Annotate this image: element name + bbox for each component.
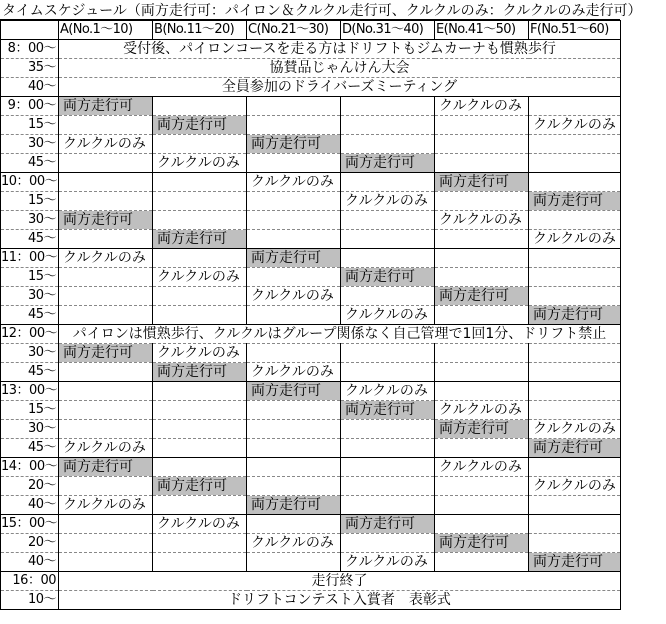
slot-cell-d bbox=[341, 458, 435, 477]
time-cell: 30～ bbox=[1, 211, 59, 230]
slot-cell-e bbox=[435, 230, 529, 249]
event-note-cell: 走行終了 bbox=[59, 572, 621, 591]
time-cell: 15～ bbox=[1, 192, 59, 211]
slot-cell-c bbox=[247, 439, 341, 458]
schedule-row bbox=[1, 230, 621, 249]
slot-cell-b bbox=[153, 534, 247, 553]
slot-cell-b bbox=[153, 496, 247, 515]
slot-cell-c bbox=[247, 458, 341, 477]
slot-cell-b bbox=[153, 192, 247, 211]
schedule-row bbox=[1, 420, 621, 439]
schedule-row bbox=[1, 40, 621, 59]
slot-cell-f: クルクルのみ bbox=[529, 116, 621, 135]
slot-cell-a bbox=[59, 401, 153, 420]
slot-cell-e bbox=[435, 116, 529, 135]
slot-cell-a bbox=[59, 515, 153, 534]
slot-cell-f bbox=[529, 534, 621, 553]
slot-cell-b: クルクルのみ bbox=[153, 515, 247, 534]
slot-cell-e: 両方走行可 bbox=[435, 420, 529, 439]
schedule-row bbox=[1, 477, 621, 496]
time-cell: 30～ bbox=[1, 420, 59, 439]
slot-cell-b: 両方走行可 bbox=[153, 363, 247, 382]
slot-cell-e bbox=[435, 249, 529, 268]
slot-cell-e bbox=[435, 192, 529, 211]
slot-cell-c bbox=[247, 97, 341, 116]
slot-cell-c: 両方走行可 bbox=[247, 135, 341, 154]
slot-cell-f: クルクルのみ bbox=[529, 477, 621, 496]
slot-cell-a bbox=[59, 553, 153, 572]
slot-cell-b bbox=[153, 135, 247, 154]
schedule-row bbox=[1, 325, 621, 344]
slot-cell-d bbox=[341, 116, 435, 135]
header-row bbox=[1, 21, 621, 40]
time-cell: 40～ bbox=[1, 553, 59, 572]
slot-cell-f bbox=[529, 268, 621, 287]
schedule-row bbox=[1, 173, 621, 192]
time-cell: 15～ bbox=[1, 116, 59, 135]
slot-cell-b bbox=[153, 173, 247, 192]
slot-cell-e bbox=[435, 553, 529, 572]
slot-cell-f bbox=[529, 154, 621, 173]
slot-cell-c bbox=[247, 477, 341, 496]
slot-cell-d bbox=[341, 230, 435, 249]
schedule-row bbox=[1, 572, 621, 591]
slot-cell-c bbox=[247, 420, 341, 439]
time-cell: 35～ bbox=[1, 59, 59, 78]
slot-cell-c bbox=[247, 515, 341, 534]
slot-cell-d: 両方走行可 bbox=[341, 515, 435, 534]
time-cell: 13：00～ bbox=[1, 382, 59, 401]
slot-cell-f: 両方走行可 bbox=[529, 439, 621, 458]
time-cell: 30～ bbox=[1, 135, 59, 154]
time-cell: 20～ bbox=[1, 534, 59, 553]
time-cell: 15：00～ bbox=[1, 515, 59, 534]
slot-cell-c bbox=[247, 230, 341, 249]
schedule-row bbox=[1, 249, 621, 268]
slot-cell-d bbox=[341, 97, 435, 116]
time-cell: 20～ bbox=[1, 477, 59, 496]
slot-cell-a bbox=[59, 230, 153, 249]
time-cell: 14：00～ bbox=[1, 458, 59, 477]
slot-cell-f: 両方走行可 bbox=[529, 306, 621, 325]
slot-cell-f bbox=[529, 211, 621, 230]
slot-cell-e bbox=[435, 382, 529, 401]
schedule-row bbox=[1, 135, 621, 154]
slot-cell-f bbox=[529, 97, 621, 116]
event-note-cell: 全員参加のドライバーズミーティング bbox=[59, 78, 621, 97]
time-cell: 45～ bbox=[1, 306, 59, 325]
slot-cell-d bbox=[341, 135, 435, 154]
schedule-row bbox=[1, 382, 621, 401]
slot-cell-b bbox=[153, 439, 247, 458]
slot-cell-e bbox=[435, 135, 529, 154]
time-cell: 15～ bbox=[1, 401, 59, 420]
schedule-row bbox=[1, 306, 621, 325]
slot-cell-f bbox=[529, 363, 621, 382]
slot-cell-e bbox=[435, 496, 529, 515]
header-col-b: B(No.11～20) bbox=[153, 21, 247, 40]
slot-cell-e bbox=[435, 154, 529, 173]
header-col-a: A(No.1～10) bbox=[59, 21, 153, 40]
slot-cell-e bbox=[435, 306, 529, 325]
schedule-row bbox=[1, 287, 621, 306]
slot-cell-c: 両方走行可 bbox=[247, 382, 341, 401]
page-title: タイムスケジュール（両方走行可：パイロン＆クルクル走行可、クルクルのみ：クルクルのみ走行可） bbox=[2, 3, 642, 19]
slot-cell-a bbox=[59, 192, 153, 211]
time-cell: 12：00～ bbox=[1, 325, 59, 344]
slot-cell-a: 両方走行可 bbox=[59, 211, 153, 230]
slot-cell-a: クルクルのみ bbox=[59, 439, 153, 458]
slot-cell-f: クルクルのみ bbox=[529, 230, 621, 249]
slot-cell-f bbox=[529, 249, 621, 268]
schedule-row bbox=[1, 439, 621, 458]
slot-cell-c bbox=[247, 154, 341, 173]
slot-cell-b: クルクルのみ bbox=[153, 344, 247, 363]
slot-cell-d: クルクルのみ bbox=[341, 382, 435, 401]
slot-cell-a bbox=[59, 116, 153, 135]
schedule-row bbox=[1, 116, 621, 135]
slot-cell-b bbox=[153, 211, 247, 230]
slot-cell-c: クルクルのみ bbox=[247, 363, 341, 382]
slot-cell-a bbox=[59, 173, 153, 192]
slot-cell-c bbox=[247, 401, 341, 420]
slot-cell-c bbox=[247, 116, 341, 135]
slot-cell-a bbox=[59, 287, 153, 306]
slot-cell-d: クルクルのみ bbox=[341, 192, 435, 211]
slot-cell-f bbox=[529, 401, 621, 420]
slot-cell-f bbox=[529, 135, 621, 154]
slot-cell-c bbox=[247, 268, 341, 287]
slot-cell-d: 両方走行可 bbox=[341, 154, 435, 173]
event-note-cell: ドリフトコンテスト入賞者 表彰式 bbox=[59, 591, 621, 610]
slot-cell-d: 両方走行可 bbox=[341, 268, 435, 287]
slot-cell-c bbox=[247, 306, 341, 325]
slot-cell-a bbox=[59, 154, 153, 173]
slot-cell-f: クルクルのみ bbox=[529, 420, 621, 439]
slot-cell-b bbox=[153, 458, 247, 477]
schedule-row bbox=[1, 268, 621, 287]
header-col-c: C(No.21～30) bbox=[247, 21, 341, 40]
slot-cell-e: 両方走行可 bbox=[435, 534, 529, 553]
slot-cell-d bbox=[341, 363, 435, 382]
slot-cell-a bbox=[59, 420, 153, 439]
schedule-row bbox=[1, 496, 621, 515]
schedule-row bbox=[1, 401, 621, 420]
slot-cell-d bbox=[341, 249, 435, 268]
slot-cell-e bbox=[435, 477, 529, 496]
time-cell: 45～ bbox=[1, 363, 59, 382]
time-cell: 8：00～ bbox=[1, 40, 59, 59]
slot-cell-b: 両方走行可 bbox=[153, 116, 247, 135]
time-cell: 10～ bbox=[1, 591, 59, 610]
slot-cell-b bbox=[153, 287, 247, 306]
slot-cell-c: クルクルのみ bbox=[247, 287, 341, 306]
slot-cell-e: 両方走行可 bbox=[435, 173, 529, 192]
header-col-d: D(No.31～40) bbox=[341, 21, 435, 40]
time-cell: 45～ bbox=[1, 439, 59, 458]
slot-cell-c: 両方走行可 bbox=[247, 249, 341, 268]
slot-cell-f: 両方走行可 bbox=[529, 553, 621, 572]
event-note-cell: 受付後、パイロンコースを走る方はドリフトもジムカーナも慣熟歩行 bbox=[59, 40, 621, 59]
slot-cell-a bbox=[59, 306, 153, 325]
schedule-row bbox=[1, 59, 621, 78]
slot-cell-e bbox=[435, 268, 529, 287]
time-cell: 30～ bbox=[1, 344, 59, 363]
slot-cell-a bbox=[59, 534, 153, 553]
schedule-row bbox=[1, 78, 621, 97]
slot-cell-d bbox=[341, 287, 435, 306]
time-cell: 40～ bbox=[1, 496, 59, 515]
slot-cell-d bbox=[341, 211, 435, 230]
schedule-row bbox=[1, 344, 621, 363]
slot-cell-d bbox=[341, 477, 435, 496]
slot-cell-a bbox=[59, 268, 153, 287]
schedule-row bbox=[1, 458, 621, 477]
slot-cell-f bbox=[529, 458, 621, 477]
slot-cell-f bbox=[529, 382, 621, 401]
slot-cell-c bbox=[247, 553, 341, 572]
time-cell: 45～ bbox=[1, 154, 59, 173]
slot-cell-b bbox=[153, 401, 247, 420]
slot-cell-b bbox=[153, 553, 247, 572]
slot-cell-d: クルクルのみ bbox=[341, 553, 435, 572]
slot-cell-b bbox=[153, 249, 247, 268]
slot-cell-a: クルクルのみ bbox=[59, 496, 153, 515]
event-note-cell: パイロンは慣熟歩行、クルクルはグループ関係なく自己管理で1回1分、ドリフト禁止 bbox=[59, 325, 621, 344]
schedule-row bbox=[1, 211, 621, 230]
slot-cell-e: クルクルのみ bbox=[435, 211, 529, 230]
slot-cell-c: クルクルのみ bbox=[247, 173, 341, 192]
schedule-row bbox=[1, 591, 621, 610]
slot-cell-e: クルクルのみ bbox=[435, 458, 529, 477]
slot-cell-f bbox=[529, 344, 621, 363]
slot-cell-d bbox=[341, 496, 435, 515]
slot-cell-b: 両方走行可 bbox=[153, 230, 247, 249]
slot-cell-f bbox=[529, 173, 621, 192]
schedule-row bbox=[1, 553, 621, 572]
slot-cell-d: クルクルのみ bbox=[341, 306, 435, 325]
time-cell: 15～ bbox=[1, 268, 59, 287]
slot-cell-d bbox=[341, 173, 435, 192]
schedule-row bbox=[1, 515, 621, 534]
slot-cell-d bbox=[341, 344, 435, 363]
slot-cell-c bbox=[247, 344, 341, 363]
slot-cell-f bbox=[529, 287, 621, 306]
schedule-row bbox=[1, 534, 621, 553]
schedule-row bbox=[1, 97, 621, 116]
slot-cell-f: 両方走行可 bbox=[529, 192, 621, 211]
slot-cell-b: 両方走行可 bbox=[153, 477, 247, 496]
slot-cell-e bbox=[435, 363, 529, 382]
slot-cell-d: 両方走行可 bbox=[341, 401, 435, 420]
slot-cell-a bbox=[59, 382, 153, 401]
slot-cell-f bbox=[529, 515, 621, 534]
event-note-cell: 協賛品じゃんけん大会 bbox=[59, 59, 621, 78]
slot-cell-a: 両方走行可 bbox=[59, 97, 153, 116]
slot-cell-e: クルクルのみ bbox=[435, 401, 529, 420]
slot-cell-a: 両方走行可 bbox=[59, 344, 153, 363]
slot-cell-c: 両方走行可 bbox=[247, 496, 341, 515]
time-cell: 30～ bbox=[1, 287, 59, 306]
slot-cell-c: クルクルのみ bbox=[247, 534, 341, 553]
header-col-f: F(No.51～60) bbox=[529, 21, 621, 40]
time-cell: 9：00～ bbox=[1, 97, 59, 116]
slot-cell-e bbox=[435, 515, 529, 534]
time-cell: 10：00～ bbox=[1, 173, 59, 192]
slot-cell-b bbox=[153, 306, 247, 325]
header-col-e: E(No.41～50) bbox=[435, 21, 529, 40]
slot-cell-f bbox=[529, 496, 621, 515]
slot-cell-c bbox=[247, 192, 341, 211]
schedule-row bbox=[1, 154, 621, 173]
slot-cell-b: クルクルのみ bbox=[153, 154, 247, 173]
slot-cell-d bbox=[341, 534, 435, 553]
slot-cell-a bbox=[59, 363, 153, 382]
slot-cell-e bbox=[435, 344, 529, 363]
time-cell: 40～ bbox=[1, 78, 59, 97]
slot-cell-d bbox=[341, 420, 435, 439]
time-cell: 11：00～ bbox=[1, 249, 59, 268]
slot-cell-a bbox=[59, 477, 153, 496]
time-cell: 16：00 bbox=[1, 572, 59, 591]
slot-cell-c bbox=[247, 211, 341, 230]
slot-cell-a: クルクルのみ bbox=[59, 249, 153, 268]
slot-cell-b: クルクルのみ bbox=[153, 268, 247, 287]
schedule-table bbox=[0, 20, 621, 610]
slot-cell-b bbox=[153, 97, 247, 116]
slot-cell-e: クルクルのみ bbox=[435, 97, 529, 116]
schedule-row bbox=[1, 192, 621, 211]
time-cell: 45～ bbox=[1, 230, 59, 249]
slot-cell-e bbox=[435, 439, 529, 458]
slot-cell-d bbox=[341, 439, 435, 458]
slot-cell-a: クルクルのみ bbox=[59, 135, 153, 154]
schedule-row bbox=[1, 363, 621, 382]
slot-cell-e: 両方走行可 bbox=[435, 287, 529, 306]
slot-cell-b bbox=[153, 382, 247, 401]
header-time-cell bbox=[1, 21, 59, 40]
schedule-body bbox=[1, 21, 621, 610]
slot-cell-b bbox=[153, 420, 247, 439]
slot-cell-a: 両方走行可 bbox=[59, 458, 153, 477]
